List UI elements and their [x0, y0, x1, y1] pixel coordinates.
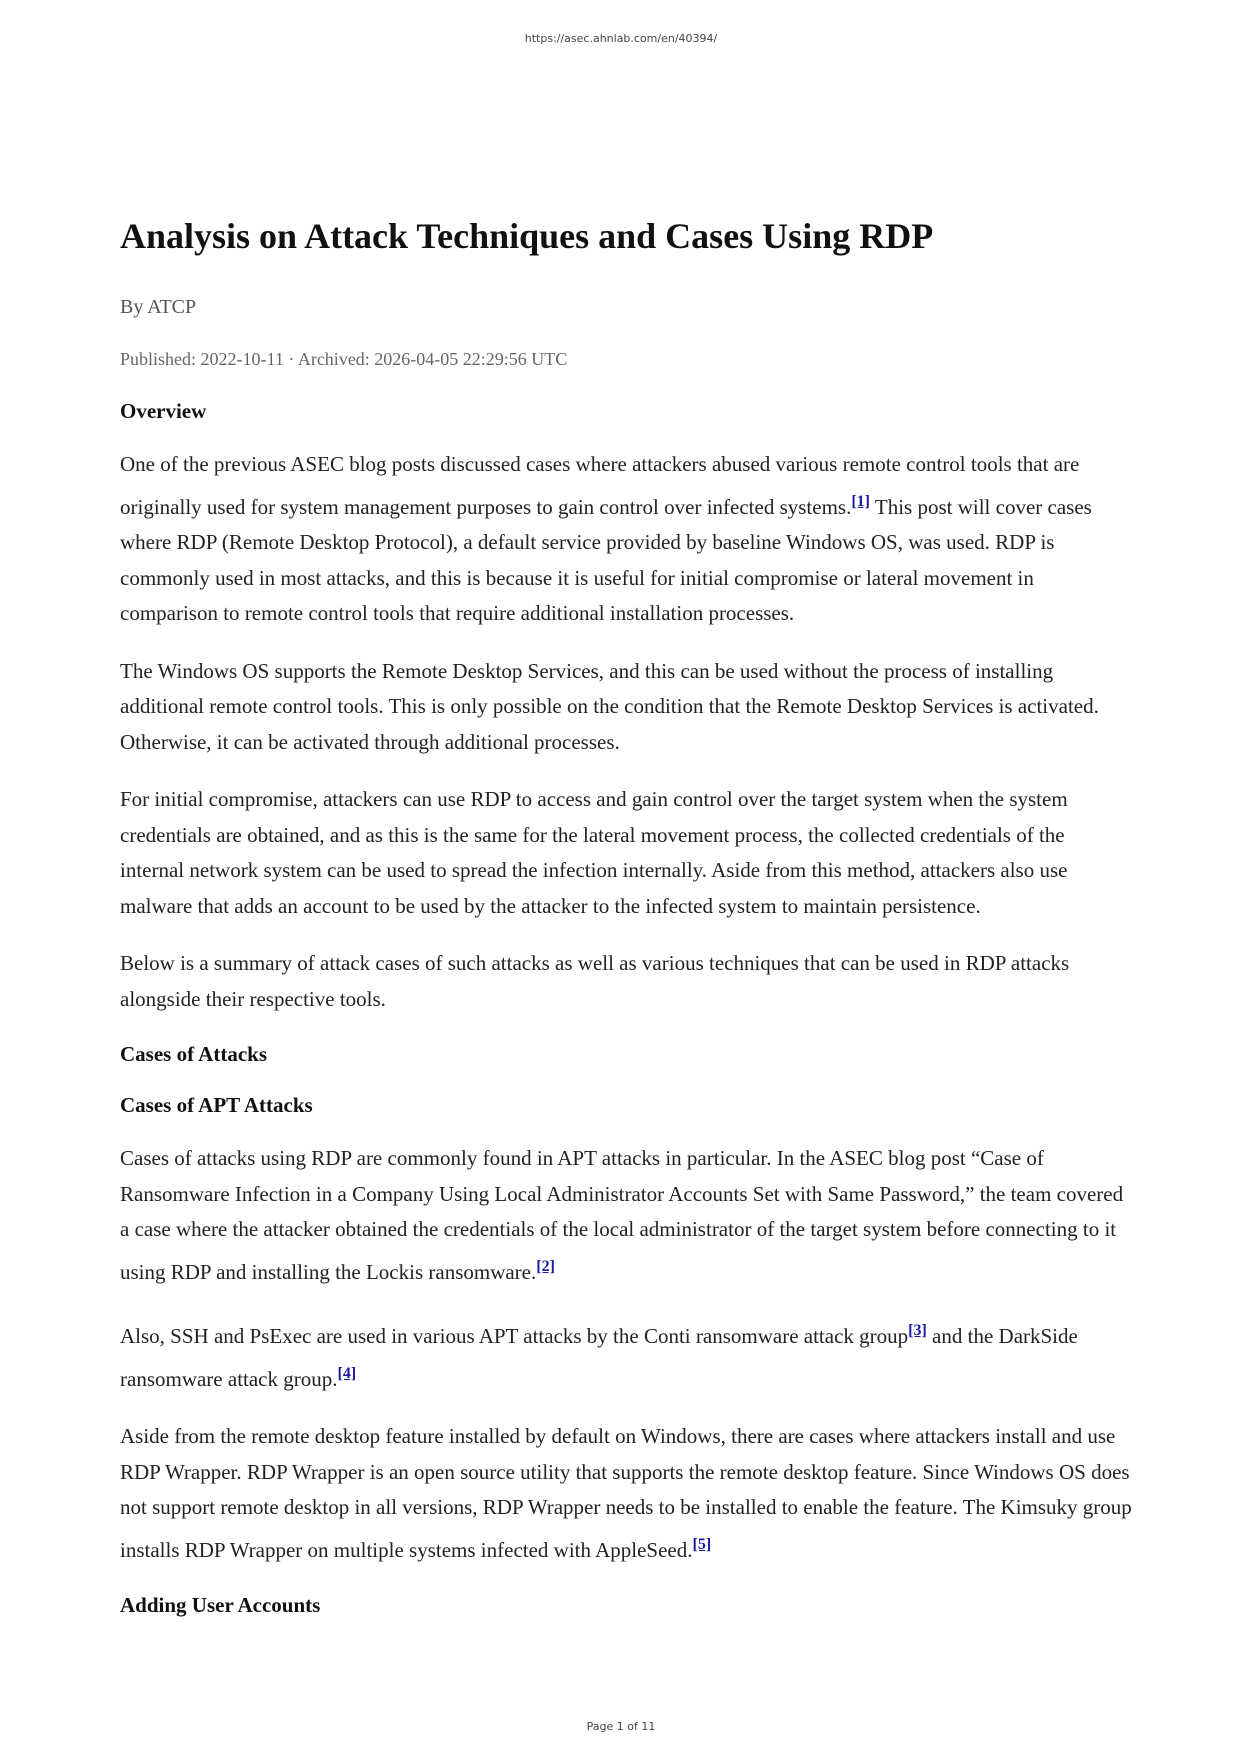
text: One of the previous ASEC blog posts discussed cases where attackers abused various remote control tools that are originally used for system management purposes to gain control over infected systems. — [120, 452, 1080, 519]
publish-meta: Published: 2022-10-11 · Archived: 2026-04-05 22:29:56 UTC — [120, 349, 568, 369]
paragraph: The Windows OS supports the Remote Desktop Services, and this can be used without the process of installing additional remote control tools. This is only possible on the condition that the Remote Desktop Services is activated. Otherwise, it can be activated through additional processes. — [120, 658, 1099, 754]
paragraph — [120, 447, 1132, 632]
paragraph: For initial compromise, attackers can use RDP to access and gain control over the target system when the system credentials are obtained, and as this is the same for the lateral movement process, the collected credentials of the internal network system can be used to spread the infection internally. Aside from this method, attackers also use malware that adds an account to be used by the attacker to the infected system to maintain persistence. — [120, 787, 1068, 918]
paragraph — [120, 1419, 1132, 1568]
footnote-link-2[interactable]: [2] — [536, 1257, 555, 1275]
footnote-link-5[interactable]: [5] — [692, 1535, 712, 1553]
paragraph — [120, 1141, 1132, 1290]
page-title: Analysis on Attack Techniques and Cases Using RDP — [120, 216, 934, 256]
footnote-link-3[interactable]: [3] — [908, 1322, 927, 1339]
text: This post will cover cases where RDP (Remote Desktop Protocol), a default service provided by baseline Windows OS, was used. RDP is commonly used in most attacks, and this is because it is useful for initial compromise or lateral movement in comparison to remote control tools that require additional installation processes. — [120, 494, 1092, 625]
heading-adding-user-accounts: Adding User Accounts — [120, 1593, 321, 1617]
heading-overview: Overview — [120, 399, 207, 423]
text: and the DarkSide ransomware attack group. — [120, 1324, 1078, 1391]
footnote-link-1[interactable]: [1] — [851, 492, 870, 510]
article — [120, 212, 1132, 1641]
text: Also, SSH and PsExec are used in various APT attacks by the Conti ransomware attack group — [120, 1324, 909, 1348]
heading-cases-of-attacks: Cases of Attacks — [120, 1042, 267, 1066]
page-url: https://asec.ahnlab.com/en/40394/ — [524, 32, 718, 45]
footnote-link-4[interactable]: [4] — [337, 1364, 357, 1382]
paragraph: Below is a summary of attack cases of such attacks as well as various techniques that can be used in RDP attacks alongside their respective tools. — [120, 951, 1070, 1011]
text: Aside from the remote desktop feature installed by default on Windows, there are cases where attackers install and use RDP Wrapper. RDP Wrapper is an open source utility that supports the remote desktop feature. Since Windows OS does not support remote desktop in all versions, RDP Wrapper needs to be installed to enable the feature. The Kimsuky group installs RDP Wrapper on multiple systems infected with AppleSeed. — [120, 1424, 1132, 1562]
paragraph — [120, 1312, 1132, 1397]
page-number: Page 1 of 11 — [586, 1720, 656, 1733]
heading-cases-of-apt-attacks: Cases of APT Attacks — [120, 1093, 313, 1117]
text: Cases of attacks using RDP are commonly found in APT attacks in particular. In the ASEC blog post “Case of Ransomware Infection in a Company Using Local Administrator Accounts Set with Same Password,” the team covered a case where the attacker obtained the credentials of the local administrator of the target system before connecting to it using RDP and installing the Lockis ransomware. — [120, 1146, 1124, 1284]
byline: By ATCP — [120, 296, 197, 318]
